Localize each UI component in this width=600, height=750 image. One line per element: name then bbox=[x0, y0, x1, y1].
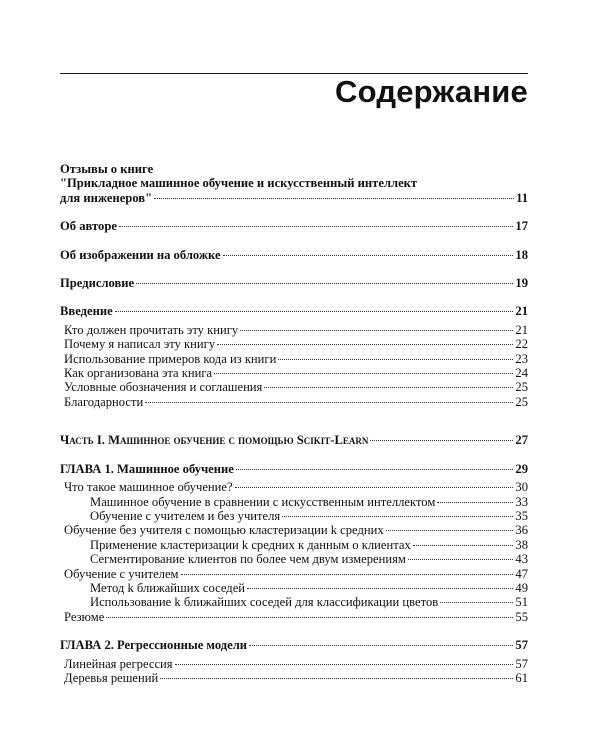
toc-entry-label: для инженеров" bbox=[60, 190, 153, 205]
dot-leader bbox=[223, 255, 514, 256]
dot-leader bbox=[136, 283, 513, 284]
dot-leader bbox=[437, 502, 513, 503]
toc-entry-ch1-9[interactable] bbox=[60, 595, 528, 609]
toc-entry-ch1-8[interactable] bbox=[60, 581, 528, 595]
toc-page-number: 61 bbox=[515, 670, 528, 685]
toc-entry-intro-3[interactable] bbox=[60, 352, 528, 366]
toc-entry-ch1-1[interactable] bbox=[60, 480, 528, 494]
toc-entry-intro-6[interactable] bbox=[60, 395, 528, 409]
toc-entry-label: Об авторе bbox=[60, 219, 117, 234]
dot-leader bbox=[145, 402, 513, 403]
toc-page-number: 25 bbox=[515, 394, 528, 409]
dot-leader bbox=[370, 440, 513, 441]
toc-entry-label: Введение bbox=[60, 304, 113, 319]
toc-entry-chapter1[interactable] bbox=[60, 462, 528, 476]
toc-page-number: 35 bbox=[515, 508, 528, 523]
toc-entry-label: Деревья решений bbox=[64, 670, 159, 685]
toc-entry-label: Условные обозначения и соглашения bbox=[64, 380, 263, 395]
toc-entry-label: Линейная регрессия bbox=[64, 656, 173, 671]
dot-leader bbox=[214, 373, 513, 374]
toc-entry-label: Об изображении на обложке bbox=[60, 247, 221, 262]
toc-page-number: 11 bbox=[516, 190, 528, 205]
dot-leader bbox=[236, 469, 514, 470]
toc-entry-ch1-10[interactable] bbox=[60, 610, 528, 624]
toc-entry-label: Использование k ближайших соседей для классификации цветов bbox=[90, 595, 439, 610]
toc-page-number: 33 bbox=[515, 494, 528, 509]
toc-entry-label: Что такое машинное обучение? bbox=[64, 480, 233, 495]
toc-page-number: 49 bbox=[515, 580, 528, 595]
toc-entry-ch2-2[interactable] bbox=[60, 671, 528, 685]
toc-page-number: 43 bbox=[515, 552, 528, 567]
table-of-contents bbox=[60, 162, 528, 685]
dot-leader bbox=[115, 311, 514, 312]
toc-entry-label: Обучение с учителем и без учителя bbox=[90, 508, 281, 523]
toc-entry-ch2-1[interactable] bbox=[60, 657, 528, 671]
dot-leader bbox=[247, 588, 513, 589]
toc-page-number: 18 bbox=[515, 247, 528, 262]
dot-leader bbox=[217, 344, 513, 345]
toc-entry-label: Использование примеров кода из книги bbox=[64, 351, 277, 366]
toc-reviews-line1: Отзывы о книге bbox=[60, 162, 154, 176]
toc-page-number: 24 bbox=[515, 366, 528, 381]
toc-page-number: 21 bbox=[515, 322, 528, 337]
toc-entry-label: ГЛАВА 1. Машинное обучение bbox=[60, 461, 234, 476]
toc-entry-label: ГЛАВА 2. Регрессионные модели bbox=[60, 638, 248, 653]
toc-reviews-line2: "Прикладное машинное обучение и искусственный интеллект bbox=[60, 176, 418, 191]
toc-entry-label: Резюме bbox=[64, 609, 105, 624]
toc-entry-intro[interactable] bbox=[60, 304, 528, 318]
toc-page-number: 47 bbox=[515, 566, 528, 581]
toc-entry-label: Часть I. Машинное обучение с помощью Scikit-Learn bbox=[60, 433, 369, 448]
toc-page-number: 25 bbox=[515, 380, 528, 395]
toc-entry-label: Как организована эта книга bbox=[64, 366, 213, 381]
toc-page-number: 19 bbox=[515, 276, 528, 291]
toc-entry-cover[interactable] bbox=[60, 248, 528, 262]
toc-page-number: 30 bbox=[515, 480, 528, 495]
dot-leader bbox=[264, 387, 513, 388]
toc-entry-label: Обучение с учителем bbox=[64, 566, 179, 581]
dot-leader bbox=[175, 664, 514, 665]
dot-leader bbox=[278, 359, 513, 360]
toc-entry-preface[interactable] bbox=[60, 276, 528, 290]
dot-leader bbox=[386, 530, 514, 531]
toc-entry-reviews[interactable] bbox=[60, 191, 528, 205]
toc-entry-ch1-2[interactable] bbox=[60, 495, 528, 509]
dot-leader bbox=[119, 226, 513, 227]
toc-entry-label: Почему я написал эту книгу bbox=[64, 337, 216, 352]
toc-entry-label: Обучение без учителя с помощью кластеризации k средних bbox=[64, 523, 384, 538]
toc-entry-ch1-5[interactable] bbox=[60, 538, 528, 552]
toc-page-number: 23 bbox=[515, 351, 528, 366]
toc-entry-ch1-6[interactable] bbox=[60, 552, 528, 566]
toc-page-number: 17 bbox=[515, 219, 528, 234]
dot-leader bbox=[413, 545, 514, 546]
toc-entry-chapter2[interactable] bbox=[60, 638, 528, 652]
dot-leader bbox=[249, 645, 513, 646]
toc-entry-intro-1[interactable] bbox=[60, 323, 528, 337]
toc-entry-intro-2[interactable] bbox=[60, 337, 528, 351]
toc-entry-label: Применение кластеризации k средних к данным о клиентах bbox=[90, 537, 411, 552]
toc-page-number: 21 bbox=[515, 304, 528, 319]
toc-page-number: 27 bbox=[515, 433, 528, 448]
dot-leader bbox=[240, 330, 513, 331]
toc-page-number: 57 bbox=[515, 656, 528, 671]
dot-leader bbox=[181, 574, 514, 575]
dot-leader bbox=[235, 487, 514, 488]
toc-entry-label: Сегментирование клиентов по более чем двум измерениям bbox=[90, 552, 406, 567]
page-title: Содержание bbox=[335, 74, 528, 109]
toc-page-number: 51 bbox=[515, 595, 528, 610]
toc-entry-ch1-4[interactable] bbox=[60, 523, 528, 537]
toc-page-number: 36 bbox=[515, 523, 528, 538]
toc-entry-label: Метод k ближайших соседей bbox=[90, 580, 246, 595]
toc-entry-intro-5[interactable] bbox=[60, 380, 528, 394]
toc-entry-ch1-3[interactable] bbox=[60, 509, 528, 523]
toc-entry-ch1-7[interactable] bbox=[60, 567, 528, 581]
toc-entry-part1[interactable] bbox=[60, 433, 528, 447]
toc-page-number: 29 bbox=[515, 461, 528, 476]
toc-entry-about-author[interactable] bbox=[60, 219, 528, 233]
toc-entry-intro-4[interactable] bbox=[60, 366, 528, 380]
toc-entry-label: Предисловие bbox=[60, 276, 135, 291]
toc-entry-label: Благодарности bbox=[64, 394, 144, 409]
toc-entry-label: Кто должен прочитать эту книгу bbox=[64, 322, 239, 337]
dot-leader bbox=[440, 602, 513, 603]
dot-leader bbox=[160, 678, 513, 679]
toc-page-number: 22 bbox=[515, 337, 528, 352]
toc-page-number: 57 bbox=[515, 638, 528, 653]
dot-leader bbox=[154, 198, 514, 199]
toc-page-number: 38 bbox=[515, 537, 528, 552]
toc-entry-label: Машинное обучение в сравнении с искусственным интеллектом bbox=[90, 494, 436, 509]
dot-leader bbox=[282, 516, 513, 517]
toc-page-number: 55 bbox=[515, 609, 528, 624]
dot-leader bbox=[106, 617, 513, 618]
dot-leader bbox=[408, 559, 514, 560]
